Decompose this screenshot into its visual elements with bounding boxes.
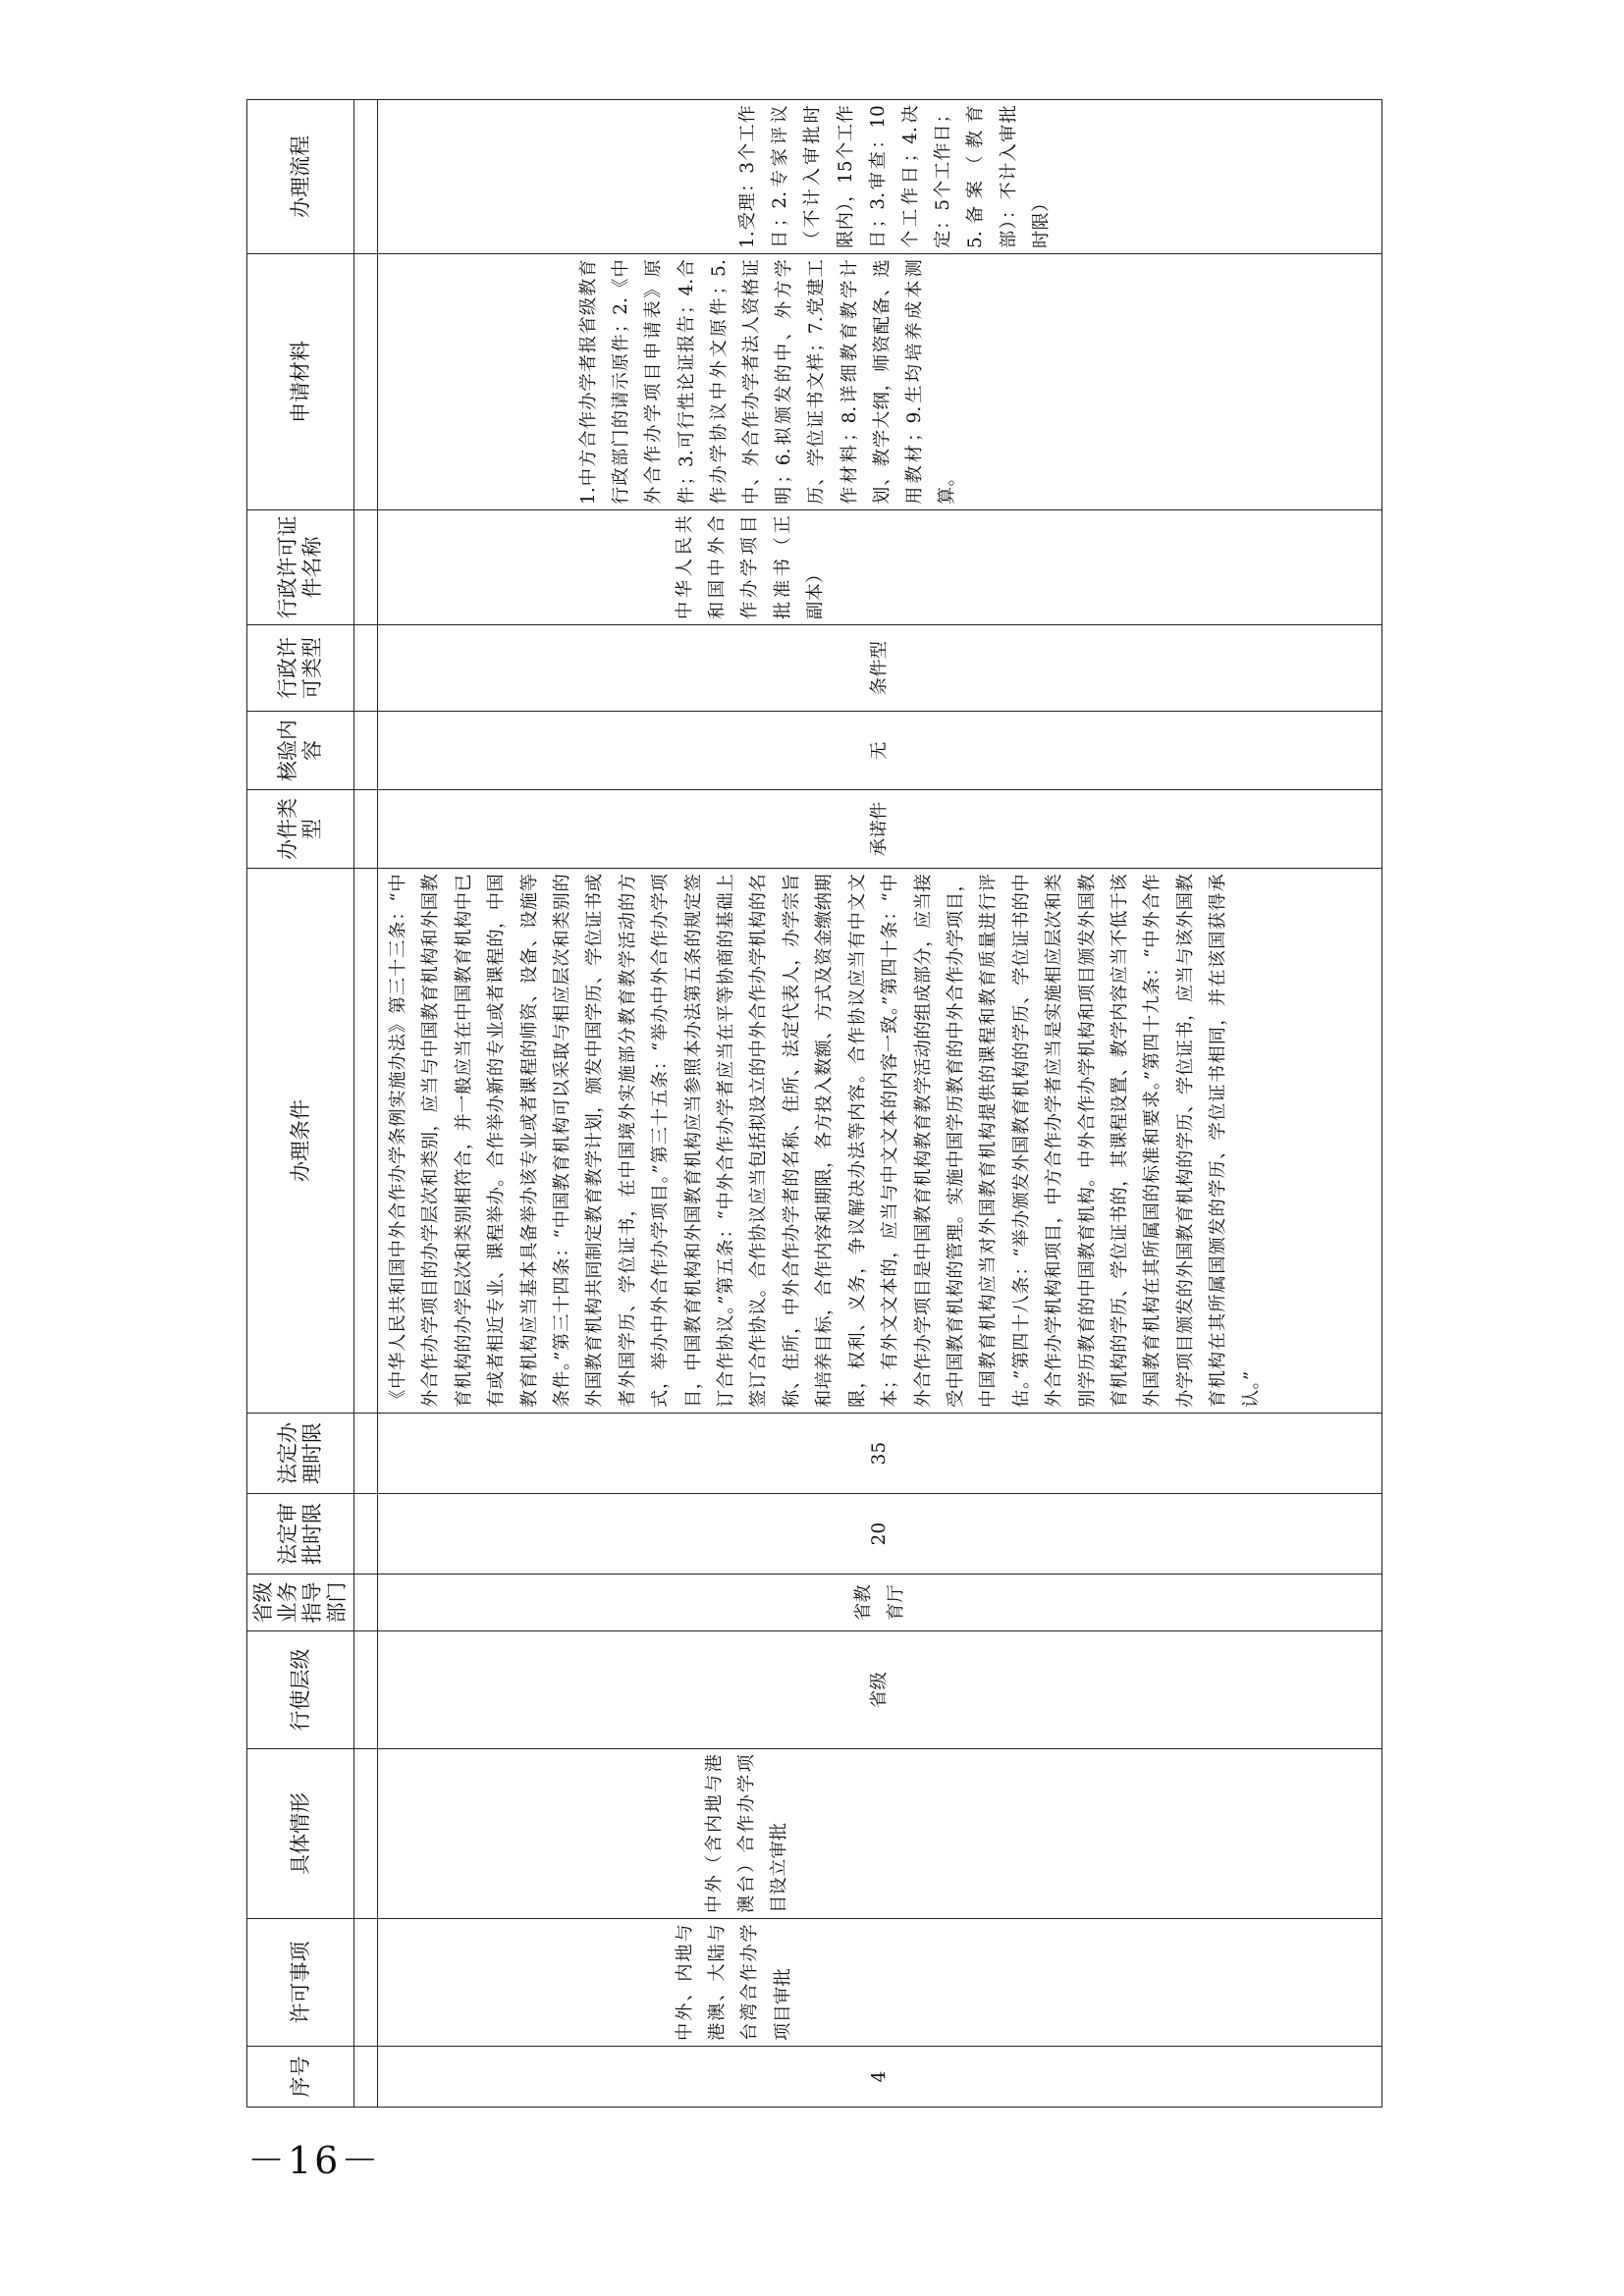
cell-check: 无 (378, 712, 1382, 790)
header-dept: 省级业务指导部门 (247, 1575, 354, 1631)
cell-level: 省级 (378, 1631, 1382, 1749)
cell-materials: 1.中方合作办学者报省级教育行政部门的请示原件；2.《中外合作办学项目申请表》原件；3.可行性论证报告；4.合作办学协议中外文原件；5.中、外合作办学者法人资格证明；6.拟颁发的中、外方学历、学位证书文样；7.党建工作材料；8.详细教育教学计划、教学大纲，师资配备、选用教材；9.生均培养成本测算。 (378, 254, 1382, 510)
permit-table (246, 99, 1382, 2108)
cell-permit-type: 条件型 (378, 625, 1382, 712)
blank-row (354, 100, 378, 2108)
header-level: 行使层级 (247, 1631, 354, 1749)
page-number: －16－ (247, 2139, 382, 2182)
header-handle-limit: 法定办理时限 (247, 1414, 354, 1494)
cell-approve-limit: 20 (378, 1494, 1382, 1575)
cell-handle-limit: 35 (378, 1414, 1382, 1494)
cell-seq: 4 (378, 2047, 1382, 2108)
cell-case: 中外（含内地与港澳台）合作办学项目设立审批 (378, 1749, 1382, 1919)
header-certificate: 行政许可证件名称 (247, 510, 354, 625)
header-approve-limit: 法定审批时限 (247, 1494, 354, 1575)
header-process: 办理流程 (247, 100, 354, 254)
cell-dept: 省教育厅 (378, 1575, 1382, 1631)
table-row (378, 100, 1382, 2108)
cell-process: 1.受理：3个工作日；2.专家评议（不计入审批时限内），15个工作日；3.审查：10个工作日；4.决定：5个工作日；5.备案（教育部）：不计入审批时限） (378, 100, 1382, 254)
header-permit-type: 行政许可类型 (247, 625, 354, 712)
permit-table-rotated (246, 105, 1382, 2108)
header-seq: 序号 (247, 2047, 354, 2108)
header-conditions: 办理条件 (247, 869, 354, 1414)
header-check: 核验内容 (247, 712, 354, 790)
header-case: 具体情形 (247, 1749, 354, 1919)
header-row (247, 100, 354, 2108)
header-item: 许可事项 (247, 1919, 354, 2047)
cell-item: 中外、内地与港澳、大陆与台湾合作办学项目审批 (378, 1919, 1382, 2047)
cell-certificate: 中华人民共和国中外合作办学项目批准书（正副本） (378, 510, 1382, 625)
header-materials: 申请材料 (247, 254, 354, 510)
header-handle-type: 办件类型 (247, 790, 354, 869)
cell-handle-type: 承诺件 (378, 790, 1382, 869)
cell-conditions: 《中华人民共和国中外合作办学条例实施办法》第三十三条：“中外合作办学项目的办学层次和类别，应当与中国教育机构和外国教育机构的办学层次和类别相符合，并一般应当在中国教育机构中已有或者相近专业、课程举办。合作举办新的专业或者课程的，中国教育机构应当基本具备举办该专业或者课程的师资、设备、设施等条件。”第三十四条：“中国教育机构可以采取与相应层次和类别的外国教育机构共同制定教育教学计划，颁发中国学历、学位证书或者外国学历、学位证书，在中国境外实施部分教育教学活动的方式，举办中外合作办学项目。”第三十五条：“举办中外合作办学项目，中国教育机构和外国教育机构应当参照本办法第五条的规定签订合作协议。”第五条：“中外合作办学者应当在平等协商的基础上签订合作协议。合作协议应当包括拟设立的中外合作办学机构的名称、住所，中外合作办学者的名称、住所、法定代表人，办学宗旨和培养目标，合作内容和期限，各方投入数额、方式及资金缴纳期限，权利、义务，争议解决办法等内容。合作协议应当有中文文本；有外文文本的，应当与中文文本的内容一致。”第四十条：“中外合作办学项目是中国教育机构教育教学活动的组成部分，应当接受中国教育机构的管理。实施中国学历教育的中外合作办学项目，中国教育机构应当对外国教育机构提供的课程和教育质量进行评估。”第四十八条：“举办颁发外国教育机构的学历、学位证书的中外合作办学机构和项目，中方合作办学者应当是实施相应层次和类别学历教育的中国教育机构。中外合作办学机构和项目颁发外国教育机构的学历、学位证书的，其课程设置、教学内容应当不低于该外国教育机构在其所属国的标准和要求。”第四十九条：“中外合作办学项目颁发的外国教育机构的学历、学位证书，应当与该外国教育机构在其所属国颁发的学历、学位证书相同，并在该国获得承认。” (378, 869, 1382, 1414)
